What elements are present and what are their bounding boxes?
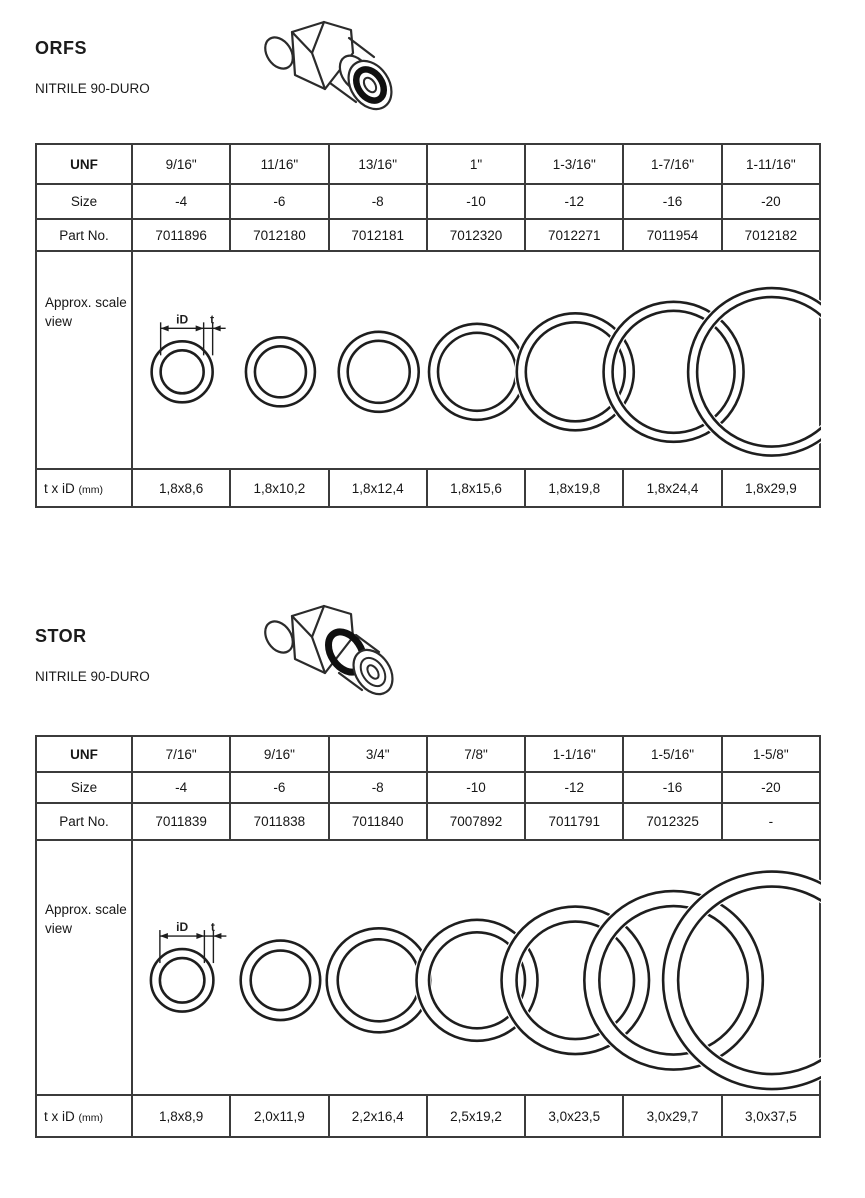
unf-value-cell: 7/8" [427,736,525,772]
unf-value-cell: 1-11/16" [722,144,820,184]
t-x-id-unit-text: (mm) [78,483,104,496]
unf-value-cell: 7/16" [132,736,230,772]
t-x-id-value-cell: 3,0x23,5 [525,1095,623,1137]
size-value-cell: -20 [722,184,820,219]
part-no-value-cell: 7011840 [329,803,427,840]
orfs-section-header [35,38,255,96]
row-label-size: Size [36,772,132,803]
part-no-value-cell: 7011838 [230,803,328,840]
unf-value-cell: 1-5/8" [722,736,820,772]
t-x-id-value-cell: 3,0x37,5 [722,1095,820,1137]
orfs-title: ORFS [35,38,88,58]
id-dimension-label: iD [176,312,189,327]
part-no-value-cell: 7012182 [722,219,820,251]
size-value-cell: -12 [525,772,623,803]
t-x-id-label-text: t x iD [44,1108,79,1124]
t-x-id-value-cell: 2,5x19,2 [427,1095,525,1137]
part-no-row [36,219,820,251]
scale-view-cell [132,840,820,1095]
orfs-spec-table [35,143,821,508]
part-no-value-cell: 7011791 [525,803,623,840]
t-x-id-value-cell: 1,8x24,4 [623,469,721,507]
unf-value-cell: 9/16" [230,736,328,772]
size-value-cell: -6 [230,184,328,219]
oring-inner-circle [251,951,311,1011]
oring-outer-circle [429,324,525,420]
oring-inner-circle [255,346,306,397]
stor-title: STOR [35,626,87,646]
stor-subtitle: NITRILE 90-DURO [35,669,150,684]
row-label-t-x-id [36,1095,132,1137]
size-value-cell: -20 [722,772,820,803]
scale-view-row [36,840,820,1095]
size-value-cell: -10 [427,184,525,219]
size-value-cell: -10 [427,772,525,803]
unf-value-cell: 13/16" [329,144,427,184]
part-no-value-cell: 7012320 [427,219,525,251]
unf-value-cell: 3/4" [329,736,427,772]
part-no-value-cell: 7011896 [132,219,230,251]
t-x-id-row [36,469,820,507]
t-x-id-value-cell: 1,8x8,6 [132,469,230,507]
t-x-id-value-cell: 2,0x11,9 [230,1095,328,1137]
stor-section-header [35,626,255,684]
t-x-id-value-cell: 1,8x12,4 [329,469,427,507]
size-value-cell: -4 [132,184,230,219]
unf-value-cell: 11/16" [230,144,328,184]
part-no-row [36,803,820,840]
t-x-id-value-cell: 2,2x16,4 [329,1095,427,1137]
row-label-part-no: Part No. [36,803,132,840]
unf-value-cell: 1-3/16" [525,144,623,184]
oring-inner-circle [348,341,410,403]
part-no-value-cell: 7007892 [427,803,525,840]
oring-inner-circle [161,350,204,393]
row-label-scale-view: Approx. scale view [36,251,132,469]
part-no-value-cell: 7012271 [525,219,623,251]
row-label-scale-view: Approx. scale view [36,840,132,1095]
row-label-size: Size [36,184,132,219]
oring-inner-circle [160,958,205,1003]
unf-row [36,736,820,772]
t-x-id-value-cell: 1,8x19,8 [525,469,623,507]
part-no-value-cell: 7012325 [623,803,721,840]
size-row [36,184,820,219]
row-label-unf: UNF [36,736,132,772]
scale-view-cell [132,251,820,469]
unf-value-cell: 1-5/16" [623,736,721,772]
t-dimension-label: t [210,312,215,327]
part-no-value-cell: 7011954 [623,219,721,251]
row-label-part-no: Part No. [36,219,132,251]
part-no-value-cell: 7011839 [132,803,230,840]
stor-oring-scale-view [133,841,821,1092]
t-x-id-value-cell: 1,8x29,9 [722,469,820,507]
oring-inner-circle [338,939,420,1021]
t-dimension-label: t [210,920,215,935]
size-value-cell: -4 [132,772,230,803]
unf-value-cell: 9/16" [132,144,230,184]
t-x-id-value-cell: 1,8x8,9 [132,1095,230,1137]
oring-inner-circle [438,333,516,411]
t-x-id-row [36,1095,820,1137]
size-value-cell: -12 [525,184,623,219]
t-x-id-label-text: t x iD [44,480,79,496]
unf-value-cell: 1" [427,144,525,184]
unf-value-cell: 1-7/16" [623,144,721,184]
unf-row [36,144,820,184]
oring-outer-circle [339,332,419,412]
t-x-id-value-cell: 1,8x15,6 [427,469,525,507]
size-value-cell: -16 [623,184,721,219]
scale-view-row [36,251,820,469]
part-no-value-cell: 7012180 [230,219,328,251]
orfs-subtitle: NITRILE 90-DURO [35,81,150,96]
orfs-oring-scale-view [133,252,821,466]
row-label-unf: UNF [36,144,132,184]
t-x-id-value-cell: 3,0x29,7 [623,1095,721,1137]
id-dimension-label: iD [176,920,189,935]
size-row [36,772,820,803]
part-no-value-cell: 7012181 [329,219,427,251]
size-value-cell: -16 [623,772,721,803]
size-value-cell: -6 [230,772,328,803]
stor-fitting-drawing [248,600,403,715]
stor-spec-table [35,735,821,1138]
unf-value-cell: 1-1/16" [525,736,623,772]
row-label-t-x-id [36,469,132,507]
t-x-id-unit-text: (mm) [78,1111,104,1124]
size-value-cell: -8 [329,772,427,803]
orfs-fitting-drawing [248,16,403,131]
size-value-cell: -8 [329,184,427,219]
t-x-id-value-cell: 1,8x10,2 [230,469,328,507]
part-no-value-cell: - [722,803,820,840]
